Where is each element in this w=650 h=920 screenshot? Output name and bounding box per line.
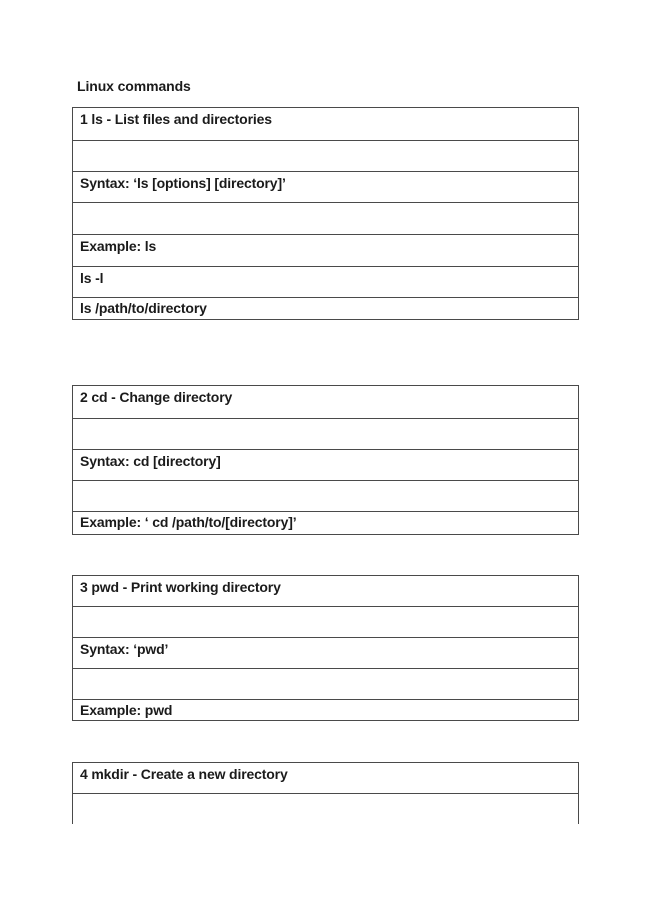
row-text bbox=[73, 669, 578, 672]
table-row bbox=[73, 450, 578, 481]
row-text: 3 pwd - Print working directory bbox=[80, 579, 281, 595]
row-text: Syntax: ‘pwd’ bbox=[80, 641, 169, 657]
document-content bbox=[72, 76, 579, 824]
page-title: Linux commands bbox=[77, 78, 191, 94]
table-row bbox=[73, 700, 578, 720]
table-row bbox=[73, 576, 578, 607]
table-row bbox=[73, 298, 578, 319]
row-text: 4 mkdir - Create a new directory bbox=[80, 766, 288, 782]
table-row bbox=[73, 638, 578, 669]
table-ls-command bbox=[72, 107, 579, 320]
row-text bbox=[73, 607, 578, 610]
table-cd-command bbox=[72, 385, 579, 535]
row-text: Example: ‘ cd /path/to/[directory]’ bbox=[80, 514, 297, 530]
table-row bbox=[73, 267, 578, 298]
table-row bbox=[73, 794, 578, 824]
table-row bbox=[73, 108, 578, 141]
table-row bbox=[73, 481, 578, 512]
table-row bbox=[73, 203, 578, 235]
row-text: Syntax: cd [directory] bbox=[80, 453, 221, 469]
table-row bbox=[73, 669, 578, 700]
row-text: ls /path/to/directory bbox=[80, 300, 207, 316]
row-text: ls -l bbox=[80, 270, 104, 286]
row-text: 1 ls - List files and directories bbox=[80, 111, 272, 127]
table-row bbox=[73, 419, 578, 450]
table-row bbox=[73, 386, 578, 419]
row-text: Syntax: ‘ls [options] [directory]’ bbox=[80, 175, 286, 191]
table-row bbox=[73, 235, 578, 267]
row-text: Example: ls bbox=[80, 238, 157, 254]
row-text: 2 cd - Change directory bbox=[80, 389, 233, 405]
table-row bbox=[73, 172, 578, 203]
row-text bbox=[73, 481, 578, 484]
row-text bbox=[73, 203, 578, 206]
table-mkdir-command bbox=[72, 762, 579, 824]
row-text: Example: pwd bbox=[80, 702, 173, 718]
table-row bbox=[73, 763, 578, 794]
row-text bbox=[73, 794, 578, 797]
table-row bbox=[73, 512, 578, 534]
table-row bbox=[73, 141, 578, 172]
row-text bbox=[73, 419, 578, 422]
row-text bbox=[73, 141, 578, 144]
table-row bbox=[73, 607, 578, 638]
table-pwd-command bbox=[72, 575, 579, 721]
